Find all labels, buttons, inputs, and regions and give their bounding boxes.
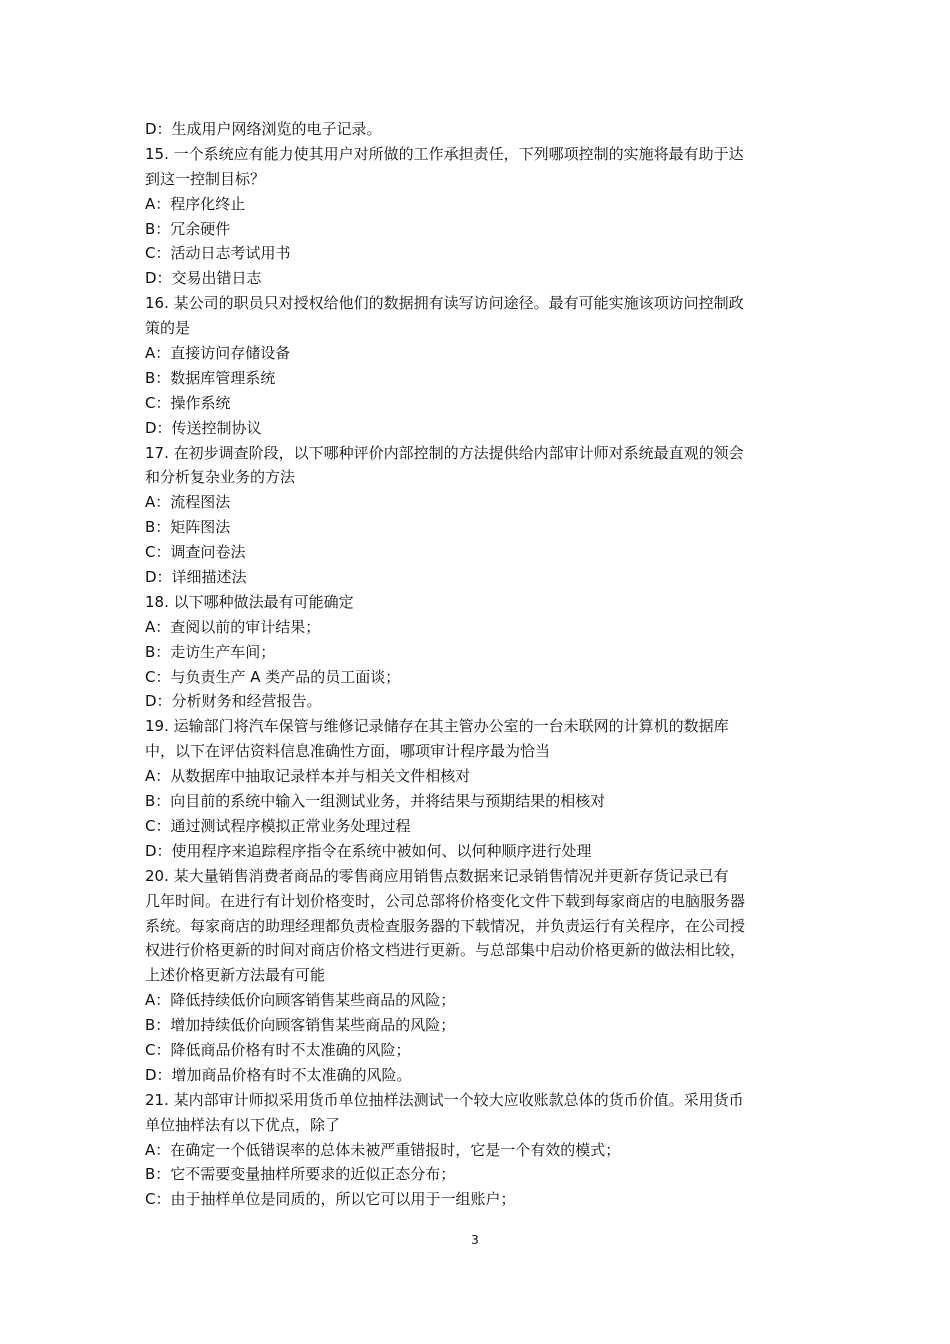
option-b: B：矩阵图法 — [145, 518, 231, 537]
option-b: B：走访生产车间； — [145, 642, 276, 661]
option-a: A：在确定一个低错误率的总体未被严重错报时，它是一个有效的模式； — [145, 1140, 621, 1159]
option-c: C：通过测试程序模拟正常业务处理过程 — [145, 816, 411, 835]
question-15-line-2: 到这一控制目标？ — [145, 169, 266, 188]
question-20-line-2: 几年时间。在进行有计划价格变时，公司总部将价格变化文件下载到每家商店的电脑服务器 — [145, 891, 746, 910]
question-19-line-1: 19. 运输部门将汽车保管与维修记录储存在其主管办公室的一台未联网的计算机的数据库 — [145, 717, 729, 736]
question-20-line-1: 20. 某大量销售消费者商品的零售商应用销售点数据来记录销售情况并更新存货记录已有 — [145, 866, 729, 885]
option-b: B：冗余硬件 — [145, 219, 231, 238]
option-c: C：与负责生产 A 类产品的员工面谈； — [145, 667, 401, 686]
text-line: D：生成用户网络浏览的电子记录。 — [145, 120, 382, 138]
question-17-line-2: 和分析复杂业务的方法 — [145, 468, 296, 487]
option-b: B：向目前的系统中输入一组测试业务，并将结果与预期结果的相核对 — [145, 792, 606, 811]
option-d: D：使用程序来追踪程序指令在系统中被如何、以何种顺序进行处理 — [145, 841, 592, 860]
option-c: C：操作系统 — [145, 393, 231, 412]
option-b: B：它不需要变量抽样所要求的近似正态分布； — [145, 1165, 456, 1184]
option-c: C：活动日志考试用书 — [145, 244, 291, 263]
option-a: A：查阅以前的审计结果； — [145, 617, 321, 636]
question-16-line-1: 16. 某公司的职员只对授权给他们的数据拥有读写访问途径。最有可能实施该项访问控制政 — [145, 294, 744, 313]
question-16-line-2: 策的是 — [145, 319, 191, 338]
question-21-line-2: 单位抽样法有以下优点，除了 — [145, 1115, 341, 1134]
option-d: D：增加商品价格有时不太准确的风险。 — [145, 1065, 412, 1084]
option-a: A：程序化终止 — [145, 194, 246, 213]
option-d: D：交易出错日志 — [145, 269, 262, 288]
question-17-line-1: 17. 在初步调查阶段，以下哪种评价内部控制的方法提供给内部审计师对系统最直观的领会 — [145, 443, 744, 462]
page-number: 3 — [471, 1233, 479, 1247]
document-body — [145, 117, 810, 1212]
option-a: A：降低持续低价向顾客销售某些商品的风险； — [145, 991, 456, 1010]
option-d: D：分析财务和经营报告。 — [145, 692, 322, 711]
option-d: D：传送控制协议 — [145, 418, 262, 437]
option-a: A：直接访问存储设备 — [145, 344, 291, 363]
option-a: A：流程图法 — [145, 493, 231, 512]
option-c: C：由于抽样单位是同质的，所以它可以用于一组账户； — [145, 1190, 516, 1209]
question-18-line-1: 18. 以下哪种做法最有可能确定 — [145, 592, 354, 611]
question-20-line-4: 权进行价格更新的时间对商店价格文档进行更新。与总部集中启动价格更新的做法相比较， — [145, 941, 746, 960]
option-c: C：降低商品价格有时不太准确的风险； — [145, 1040, 411, 1059]
option-b: B：数据库管理系统 — [145, 368, 276, 387]
question-20-line-3: 系统。每家商店的助理经理都负责检查服务器的下载情况，并负责运行有关程序，在公司授 — [145, 916, 746, 935]
question-19-line-2: 中，以下在评估资料信息准确性方面，哪项审计程序最为恰当 — [145, 742, 551, 761]
question-20-line-5: 上述价格更新方法最有可能 — [145, 966, 326, 985]
question-15-line-1: 15. 一个系统应有能力使其用户对所做的工作承担责任，下列哪项控制的实施将最有助于达 — [145, 144, 744, 163]
option-c: C：调查问卷法 — [145, 543, 246, 562]
option-a: A：从数据库中抽取记录样本并与相关文件相核对 — [145, 767, 471, 786]
question-21-line-1: 21. 某内部审计师拟采用货币单位抽样法测试一个较大应收账款总体的货币价值。采用货币 — [145, 1090, 744, 1109]
option-d: D：详细描述法 — [145, 568, 247, 587]
option-b: B：增加持续低价向顾客销售某些商品的风险； — [145, 1016, 456, 1035]
